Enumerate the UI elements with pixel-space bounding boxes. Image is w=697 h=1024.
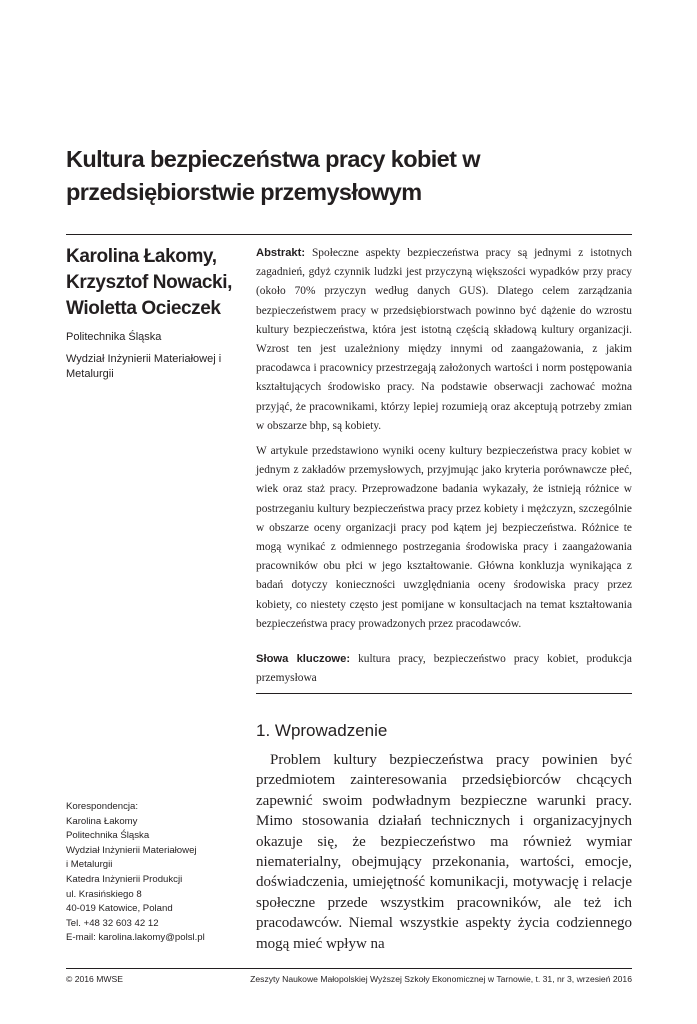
affiliation-university: Politechnika Śląska	[66, 331, 162, 343]
affiliation-department: Wydział Inżynierii Materiałowej i Metalurgii	[66, 353, 222, 380]
affiliation	[66, 330, 246, 382]
abstract-divider	[256, 693, 632, 694]
author-name: Krzysztof Nowacki,	[66, 272, 232, 293]
footer-copyright: © 2016 MWSE	[66, 974, 123, 984]
section-heading: 1. Wprowadzenie	[256, 721, 388, 740]
correspondence-line: Tel. +48 32 603 42 12	[66, 917, 159, 929]
correspondence-line: Katedra Inżynierii Produkcji	[66, 873, 183, 885]
footer-journal-citation: Zeszyty Naukowe Małopolskiej Wyższej Szkoły Ekonomicznej w Tarnowie, t. 31, nr 3, wrzesień 2016	[250, 974, 632, 984]
author-name: Wioletta Ocieczek	[66, 298, 221, 319]
abstract-label: Abstrakt:	[256, 247, 306, 259]
correspondence-block	[66, 800, 241, 946]
correspondence-line: Wydział Inżynierii Materiałowej	[66, 844, 197, 856]
title-divider	[66, 234, 632, 235]
author-name: Karolina Łakomy,	[66, 246, 217, 267]
correspondence-line: Karolina Łakomy	[66, 815, 138, 827]
abstract-text: Społeczne aspekty bezpieczeństwa pracy są jednymi z istotnych zagadnień, gdyż czynnik ludzki jest przyczyną większości wypadków przy pracy (około 70% przyczyn według danych GUS). Dlatego celem zarządzania bezpieczeństwem pracy w przedsiębiorstwach powinno być dążenie do wzrostu kultury bezpieczeństwa, która jest istotną częścią składową kultury organizacji. Wzrost ten jest uzależniony między innymi od zaangażowania, z jakim pracodawca i pracownicy przestrzegają założonych wartości i norm postępowania kształtujących środowisko pracy. Na podstawie obserwacji zachować można przyjąć, że pracownikami, którzy lepiej rozumieją oraz akceptują potrzeby zmian w obszarze bhp, są kobiety.	[256, 247, 632, 432]
correspondence-line: 40-019 Katowice, Poland	[66, 903, 173, 915]
keywords	[256, 650, 632, 688]
correspondence-line: ul. Krasińskiego 8	[66, 888, 142, 900]
keywords-label: Słowa kluczowe:	[256, 653, 351, 665]
abstract-paragraph	[256, 244, 632, 436]
correspondence-line: i Metalurgii	[66, 859, 113, 871]
keywords-text: kultura pracy, bezpieczeństwo pracy kobiet, produkcja przemysłowa	[256, 653, 632, 685]
correspondence-line: Politechnika Śląska	[66, 830, 150, 842]
author-list	[66, 244, 246, 322]
correspondence-line: Korespondencja:	[66, 801, 139, 812]
abstract	[256, 244, 632, 634]
section-body-text: Problem kultury bezpieczeństwa pracy powinien być przedmiotem zainteresowania przedsiębiorców chcących zapewnić swoim podwładnym bezpieczne warunki pracy. Mimo stosowania działań technicznych i organizacyjnych okazuje się, że bezpieczeństwo ma również wymiar niematerialny, obejmujący przekonania, wartości, emocje, doświadczenia, umiejętność komunikacji, motywację i relacje społeczne przede wszystkim pracowników, ale też ich pracodawców. Niemal wszystkie aspekty życia codziennego mogą mieć wpływ na	[256, 752, 632, 952]
correspondence-email: E-mail: karolina.lakomy@polsl.pl	[66, 932, 205, 944]
article-title: Kultura bezpieczeństwa pracy kobiet w przedsiębiorstwie przemysłowym	[66, 146, 480, 205]
abstract-paragraph: W artykule przedstawiono wyniki oceny kultury bezpieczeństwa pracy kobiet w jednym z zakładów przemysłowych, przyjmując jako kryteria porównawcze płeć, wiek oraz staż pracy. Przeprowadzone badania wykazały, że istnieją różnice w postrzeganiu kultury bezpieczeństwa pracy przez kobiety i mężczyzn, szczególnie w obszarze oceny organizacji pracy pod kątem jej bezpieczeństwa. Różnice te mogą wynikać z odmiennego postrzegania środowiska pracy i zaangażowania pracowników obu płci w jego kształtowanie. Główna konkluzja wynikająca z badań dotyczy konieczności uwzględniania oceny środowiska pracy przez kobiety, co niestety często jest pomijane w konsultacjach na temat kształtowania bezpieczeństwa pracy prowadzonych przez pracodawców.	[256, 445, 632, 630]
footer-divider	[66, 968, 632, 969]
